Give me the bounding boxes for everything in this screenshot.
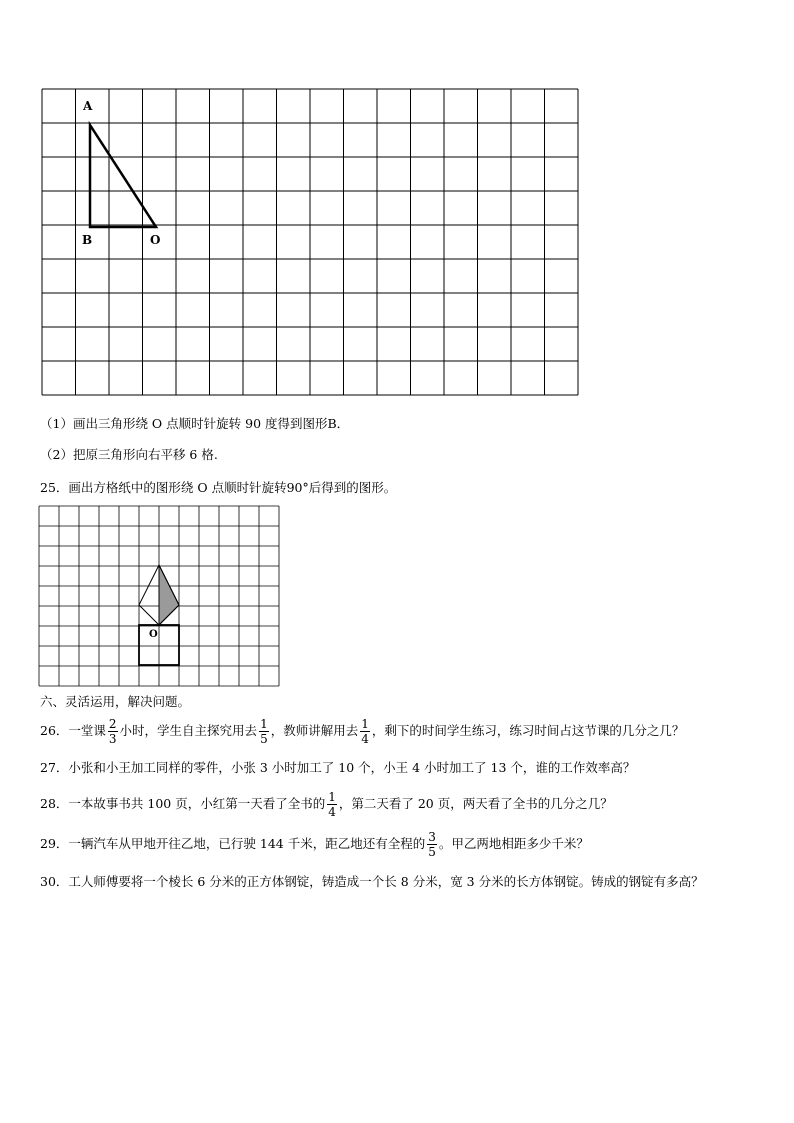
section-6-title: 六、灵活运用，解决问题。 xyxy=(40,694,191,709)
question-26 xyxy=(40,713,684,749)
instruction-1: （1）画出三角形绕 O 点顺时针旋转 90 度得到图形B． xyxy=(40,416,350,431)
q29-part2: 。甲乙两地相距多少千米？ xyxy=(438,836,589,851)
q29-part1: 29．一辆汽车从甲地开往乙地，已行驶 144 千米，距乙地还有全程的 xyxy=(40,836,426,851)
q29-numerator: 3 xyxy=(428,830,436,844)
q29-denominator: 5 xyxy=(428,845,436,859)
grid-triangle-figure xyxy=(40,88,580,398)
q26-part2: 小时，学生自主探究用去 xyxy=(119,723,258,738)
label-b: B xyxy=(82,233,93,247)
instruction-2: （2）把原三角形向右平移 6 格. xyxy=(40,447,218,462)
question-29 xyxy=(40,826,589,862)
label-a: A xyxy=(83,99,93,113)
triangle-abo xyxy=(90,125,156,227)
q26-fraction-3 xyxy=(360,717,370,746)
q28-numerator: 1 xyxy=(328,790,336,804)
q26-part3: ，教师讲解用去 xyxy=(270,723,359,738)
label-o-grid2: O xyxy=(149,629,158,640)
q26-fraction-1 xyxy=(108,717,118,746)
q26-f3-numerator: 1 xyxy=(361,717,369,731)
q28-part2: ，第二天看了 20 页，两天看了全书的几分之几？ xyxy=(338,796,613,811)
q26-f2-denominator: 5 xyxy=(260,732,268,746)
q26-f3-denominator: 4 xyxy=(361,732,369,746)
q26-f1-numerator: 2 xyxy=(108,717,117,731)
question-30: 30．工人师傅要将一个棱长 6 分米的正方体钢锭，铸造成一个长 8 分米，宽 3 分米的长方体钢锭。铸成的钢锭有多高？ xyxy=(40,874,704,889)
question-28 xyxy=(40,786,613,822)
question-25: 25．画出方格纸中的图形绕 O 点顺时针旋转90°后得到的图形。 xyxy=(40,480,397,495)
q28-denominator: 4 xyxy=(328,805,336,819)
question-27: 27．小张和小王加工同样的零件，小张 3 小时加工了 10 个，小王 4 小时加工了 13 个，谁的工作效率高？ xyxy=(40,760,636,775)
label-o: O xyxy=(150,233,161,247)
q29-fraction xyxy=(427,830,437,859)
q26-part4: ，剩下的时间学生练习，练习时间占这节课的几分之几？ xyxy=(371,723,685,738)
grid-kite-figure xyxy=(38,505,283,690)
q26-f2-numerator: 1 xyxy=(260,717,268,731)
q26-f1-denominator: 3 xyxy=(108,732,117,746)
q26-fraction-2 xyxy=(259,717,269,746)
q26-part1: 26．一堂课 xyxy=(40,723,106,738)
q28-fraction xyxy=(327,790,337,819)
kite-shaded-half xyxy=(159,565,179,625)
grid1-lines xyxy=(42,89,578,395)
q28-part1: 28．一本故事书共 100 页，小红第一天看了全书的 xyxy=(40,796,326,811)
